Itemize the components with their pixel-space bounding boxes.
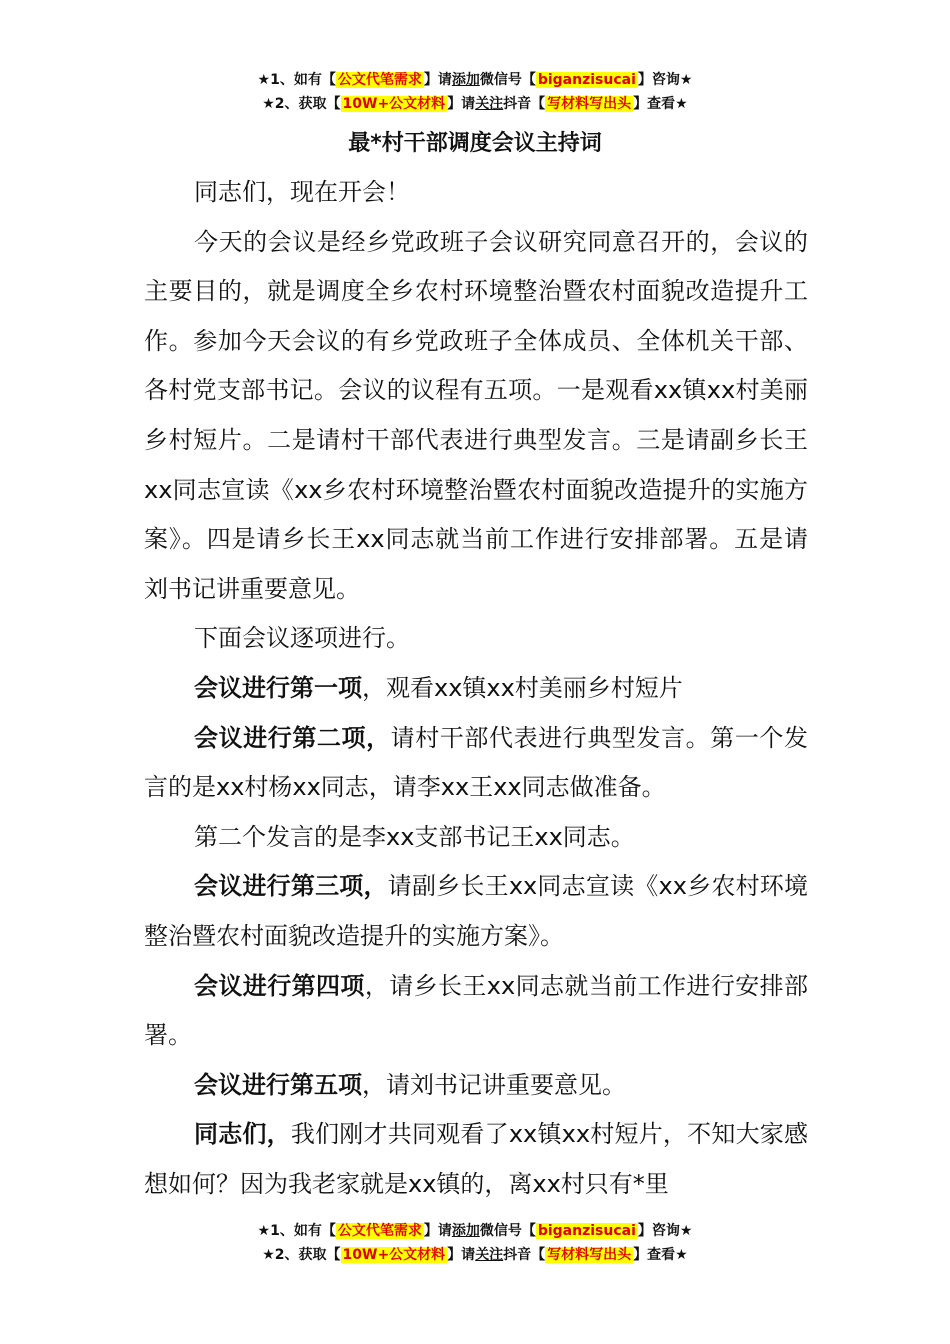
paragraph-lead: 同志们， — [194, 1120, 291, 1149]
paragraph-text: ，请刘书记讲重要意见。 — [362, 1070, 626, 1099]
banner-text: ★2、获取【 — [262, 1247, 341, 1263]
agenda-item-label: 会议进行第三项， — [194, 872, 388, 901]
banner-text: 微信号【 — [479, 72, 536, 88]
paragraph-text: ，请乡长王xx同志就当前工作进行安排部署。 — [144, 971, 809, 1050]
document-body — [144, 168, 808, 1209]
banner-text: ★1、如有【 — [257, 1223, 336, 1239]
banner-text: 】请 — [447, 96, 476, 112]
banner-text: ★2、获取【 — [262, 96, 341, 112]
paragraph — [144, 664, 808, 714]
banner-highlight: 写材料写出头 — [547, 1247, 632, 1263]
paragraph — [144, 862, 808, 961]
paragraph-text: ，观看xx镇xx村美丽乡村短片 — [362, 673, 683, 702]
banner-text: 抖音【 — [503, 96, 546, 112]
paragraph: 下面会议逐项进行。 — [194, 624, 410, 653]
banner-text: 】查看★ — [633, 96, 688, 112]
banner-text: ★1、如有【 — [257, 72, 336, 88]
banner-text: 】请 — [423, 72, 452, 88]
banner-text: 】查看★ — [633, 1247, 688, 1263]
banner-underlined-text: 关注 — [475, 1247, 504, 1263]
paragraph-text: 我们刚才共同观看了xx镇xx村短片，不知大家感想如何？因为我老家就是xx镇的，离xx村只有*里 — [144, 1120, 809, 1198]
footer-banner — [0, 1219, 950, 1267]
banner-highlight: 10W+公文材料 — [342, 96, 446, 112]
paragraph: 第二个发言的是李xx支部书记王xx同志。 — [194, 822, 635, 851]
banner-highlight: biganzisucai — [537, 1223, 636, 1239]
banner-line-2 — [0, 92, 950, 116]
banner-highlight: 10W+公文材料 — [342, 1247, 446, 1263]
paragraph — [144, 1110, 808, 1209]
agenda-item-label: 会议进行第五项 — [194, 1070, 362, 1099]
paragraph — [144, 962, 808, 1061]
banner-text: 】请 — [423, 1223, 452, 1239]
banner-highlight: biganzisucai — [537, 72, 636, 88]
banner-text: 微信号【 — [479, 1223, 536, 1239]
banner-line-1 — [0, 1219, 950, 1243]
agenda-item-label: 会议进行第一项 — [194, 673, 362, 702]
banner-line-1 — [0, 68, 950, 92]
banner-underlined-text: 添加 — [451, 72, 480, 88]
paragraph — [144, 714, 808, 813]
banner-text: 抖音【 — [503, 1247, 546, 1263]
banner-highlight: 公文代笔需求 — [337, 72, 422, 88]
header-banner — [0, 68, 950, 116]
paragraph-text: 请村干部代表进行典型发言。第一个发言的是xx村杨xx同志，请李xx王xx同志做准备。 — [144, 723, 809, 802]
banner-text: 】请 — [447, 1247, 476, 1263]
banner-line-2 — [0, 1243, 950, 1267]
document-title: 最*村干部调度会议主持词 — [348, 131, 602, 156]
banner-underlined-text: 关注 — [475, 96, 504, 112]
banner-highlight: 写材料写出头 — [547, 96, 632, 112]
banner-text: 】咨询★ — [637, 1223, 693, 1239]
paragraph-text: 请副乡长王xx同志宣读《xx乡农村环境整治暨农村面貌改造提升的实施方案》。 — [144, 872, 809, 950]
agenda-item-label: 会议进行第二项， — [194, 723, 391, 752]
paragraph — [144, 1061, 808, 1111]
agenda-item-label: 会议进行第四项 — [194, 971, 365, 1000]
paragraph: 今天的会议是经乡党政班子会议研究同意召开的，会议的主要目的，就是调度全乡农村环境整治暨农村面貌改造提升工作。参加今天会议的有乡党政班子全体成员、全体机关干部、各村党支部书记。会议的议程有五项。一是观看xx镇xx村美丽乡村短片。二是请村干部代表进行典型发言。三是请副乡长王xx同志宣读《xx乡农村环境整治暨农村面貌改造提升的实施方案》。四是请乡长王xx同志就当前工作进行安排部署。五是请刘书记讲重要意见。 — [144, 227, 808, 603]
banner-text: 】咨询★ — [637, 72, 693, 88]
paragraph: 同志们，现在开会！ — [194, 178, 410, 206]
banner-underlined-text: 添加 — [451, 1223, 480, 1239]
banner-highlight: 公文代笔需求 — [337, 1223, 422, 1239]
